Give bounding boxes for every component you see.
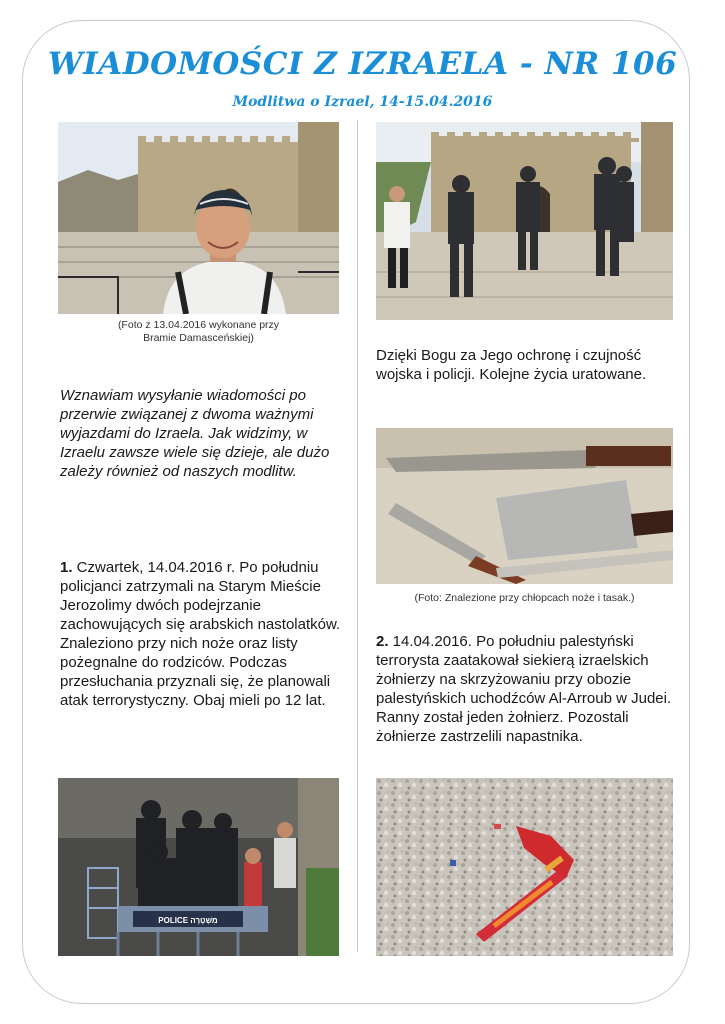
news-item-2-text: 14.04.2016. Po południu palestyński terrorysta zaatakował siekierą izraelskich żołnierzy na skrzyżowaniu przy obozie palestyńskich uchodźców Al-Arroub w Judei. Ranny został jeden żołnierz. Pozostali żołnierze zastrzelili napastnika.: [376, 633, 672, 745]
photo-man-at-damascus-gate: [58, 122, 339, 314]
photo-axe-on-gravel: [376, 778, 673, 956]
caption-line-2: Bramie Damasceńskiej): [143, 332, 254, 344]
news-item-2: [376, 632, 676, 746]
news-item-1-number: 1.: [60, 559, 73, 576]
news-item-1: [60, 558, 350, 710]
photo-caption-knives: (Foto: Znalezione przy chłopcach noże i tasak.): [414, 592, 635, 604]
news-item-1-text: Czwartek, 14.04.2016 r. Po południu policjanci zatrzymali na Starym Mieście Jerozolimy dwóch podejrzanie zachowujących się arabskich nastolatków. Znaleziono przy nich noże oraz listy pożegnalne do rodziców. Podczas przesłuchania przyznali się, że planowali atak terrorystyczny. Obaj mieli po 12 lat.: [60, 559, 341, 709]
photo-police-at-gate: [376, 122, 673, 320]
thanks-paragraph: Dzięki Bogu za Jego ochronę i czujność wojska i policji. Kolejne życia uratowane.: [376, 347, 647, 383]
police-sign-text: POLICE מִשְׁטָרָה: [158, 916, 218, 925]
page-subtitle: Modlitwa o Izrael, 14-15.04.2016: [232, 94, 493, 110]
photo-police-arrest: [58, 778, 339, 956]
photo-caption-damascus-gate: [58, 319, 339, 345]
intro-paragraph: Wznawiam wysyłanie wiadomości po przerwie związanej z dwoma ważnymi wyjazdami do Izraela. Jak widzimy, w Izraelu zawsze wiele się dzieje, ale dużo zależy również od naszych modlitw.: [60, 387, 330, 480]
photo-knives-and-cleaver: [376, 428, 673, 584]
caption-line-1: (Foto z 13.04.2016 wykonane przy: [117, 319, 280, 331]
news-item-2-number: 2.: [376, 633, 389, 650]
page-title: WIADOMOŚCI Z IZRAELA - NR 106: [47, 46, 678, 82]
column-divider: [357, 120, 358, 952]
